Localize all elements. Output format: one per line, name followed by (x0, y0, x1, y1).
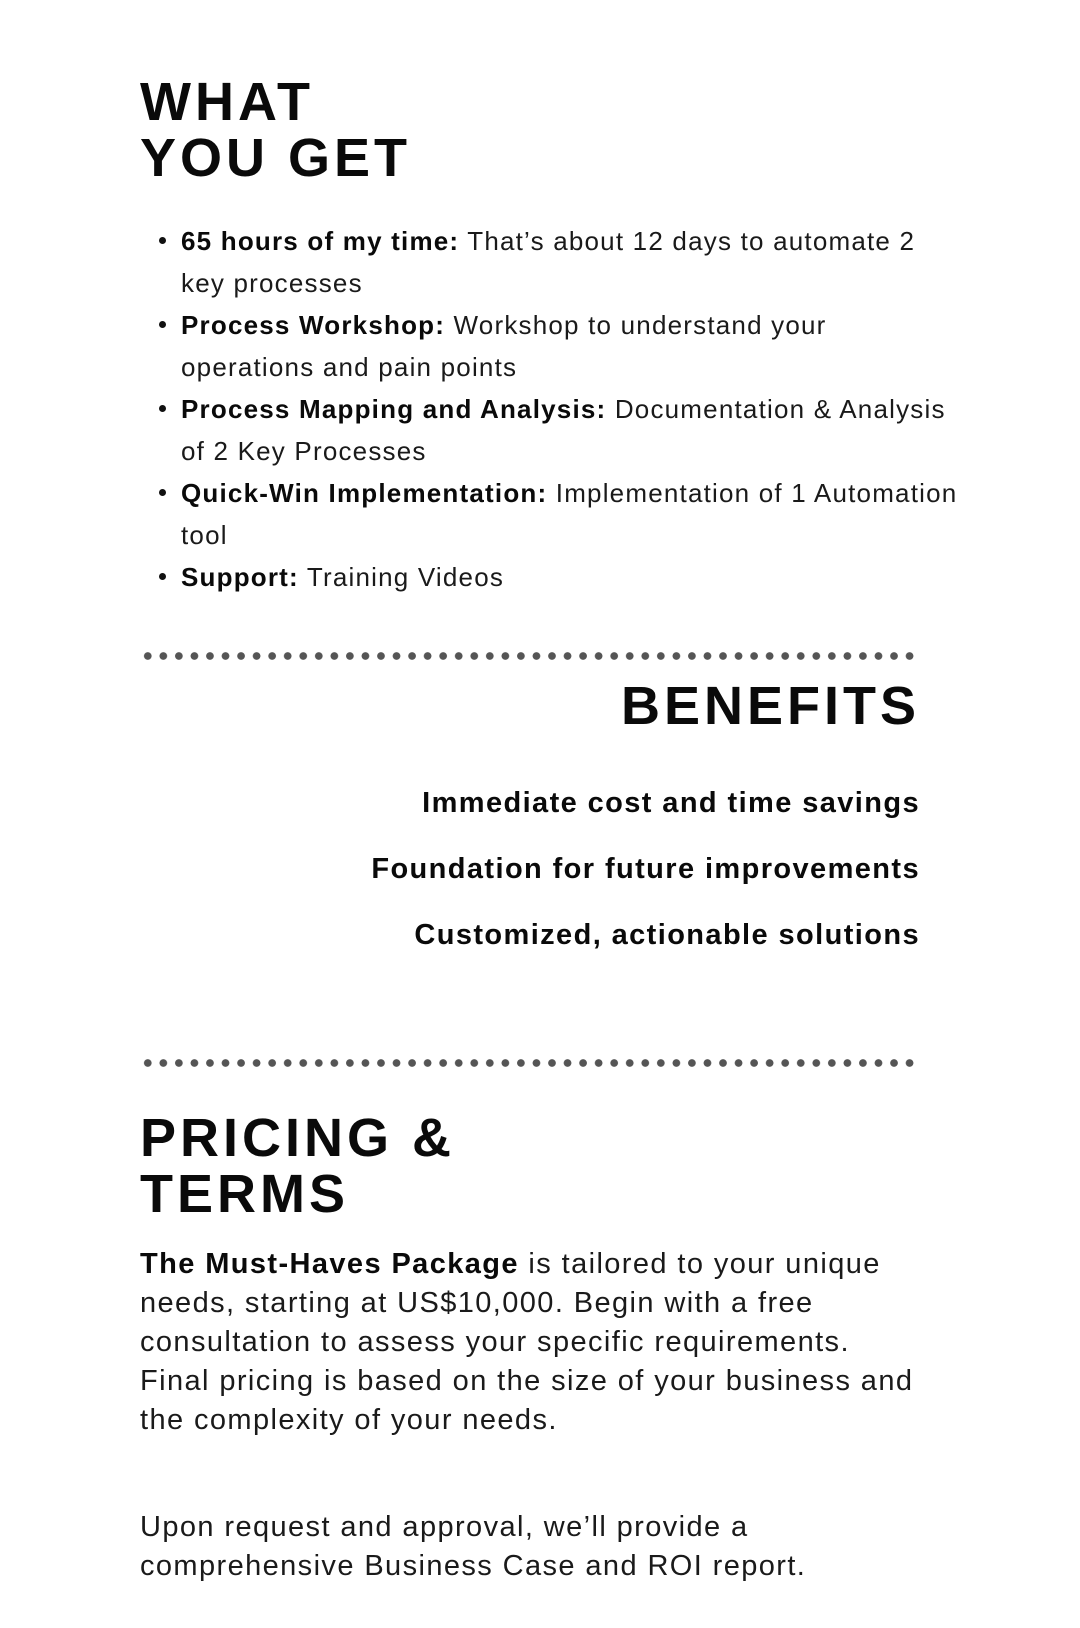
what-you-get-heading (140, 74, 411, 186)
list-item-text: That’s about 12 days to automate 2 key processes (181, 226, 916, 298)
benefit-item: Immediate cost and time savings (422, 787, 920, 819)
list-item-label: Process Workshop: (181, 310, 446, 340)
list-item-label: Process Mapping and Analysis: (181, 394, 607, 424)
list-item-label: Quick-Win Implementation: (181, 478, 548, 508)
list-item-text: Workshop to understand your operations and pain points (181, 310, 827, 382)
benefits-heading: BENEFITS (620, 676, 920, 736)
pricing-terms-heading (140, 1110, 455, 1222)
what-you-get-heading-line-1: WHAT (140, 72, 314, 132)
page (140, 0, 958, 1628)
list-item-text: Documentation & Analysis of 2 Key Processes (181, 394, 946, 466)
roi-paragraph: Upon request and approval, we’ll provide a comprehensive Business Case and ROI report. (140, 1511, 807, 1582)
pricing-paragraph-text: is tailored to your unique needs, starting at US$10,000. Begin with a free consultation to assess your specific requirements. Final pricing is based on the size of your business and the complexity of your needs. (140, 1248, 914, 1436)
dotted-divider (140, 652, 920, 660)
package-name: The Must-Haves Package (140, 1248, 519, 1280)
list-item (181, 220, 961, 304)
benefit-item: Foundation for future improvements (371, 853, 920, 885)
benefit-item: Customized, actionable solutions (414, 919, 920, 951)
list-item (181, 304, 961, 388)
pricing-paragraph (140, 1245, 920, 1440)
pricing-heading-line-2: TERMS (140, 1164, 349, 1224)
list-item-label: 65 hours of my time: (181, 226, 460, 256)
list-item (181, 472, 961, 556)
dotted-divider (140, 1059, 920, 1067)
what-you-get-list (140, 220, 961, 598)
what-you-get-heading-line-2: YOU GET (140, 128, 412, 188)
list-item-text: Training Videos (298, 562, 505, 592)
list-item (181, 556, 961, 598)
pricing-heading-line-1: PRICING & (140, 1108, 456, 1168)
list-item-label: Support: (181, 562, 299, 592)
benefits-list (140, 770, 920, 968)
list-item (181, 388, 961, 472)
list-item-text: Implementation of 1 Automation tool (181, 478, 958, 550)
